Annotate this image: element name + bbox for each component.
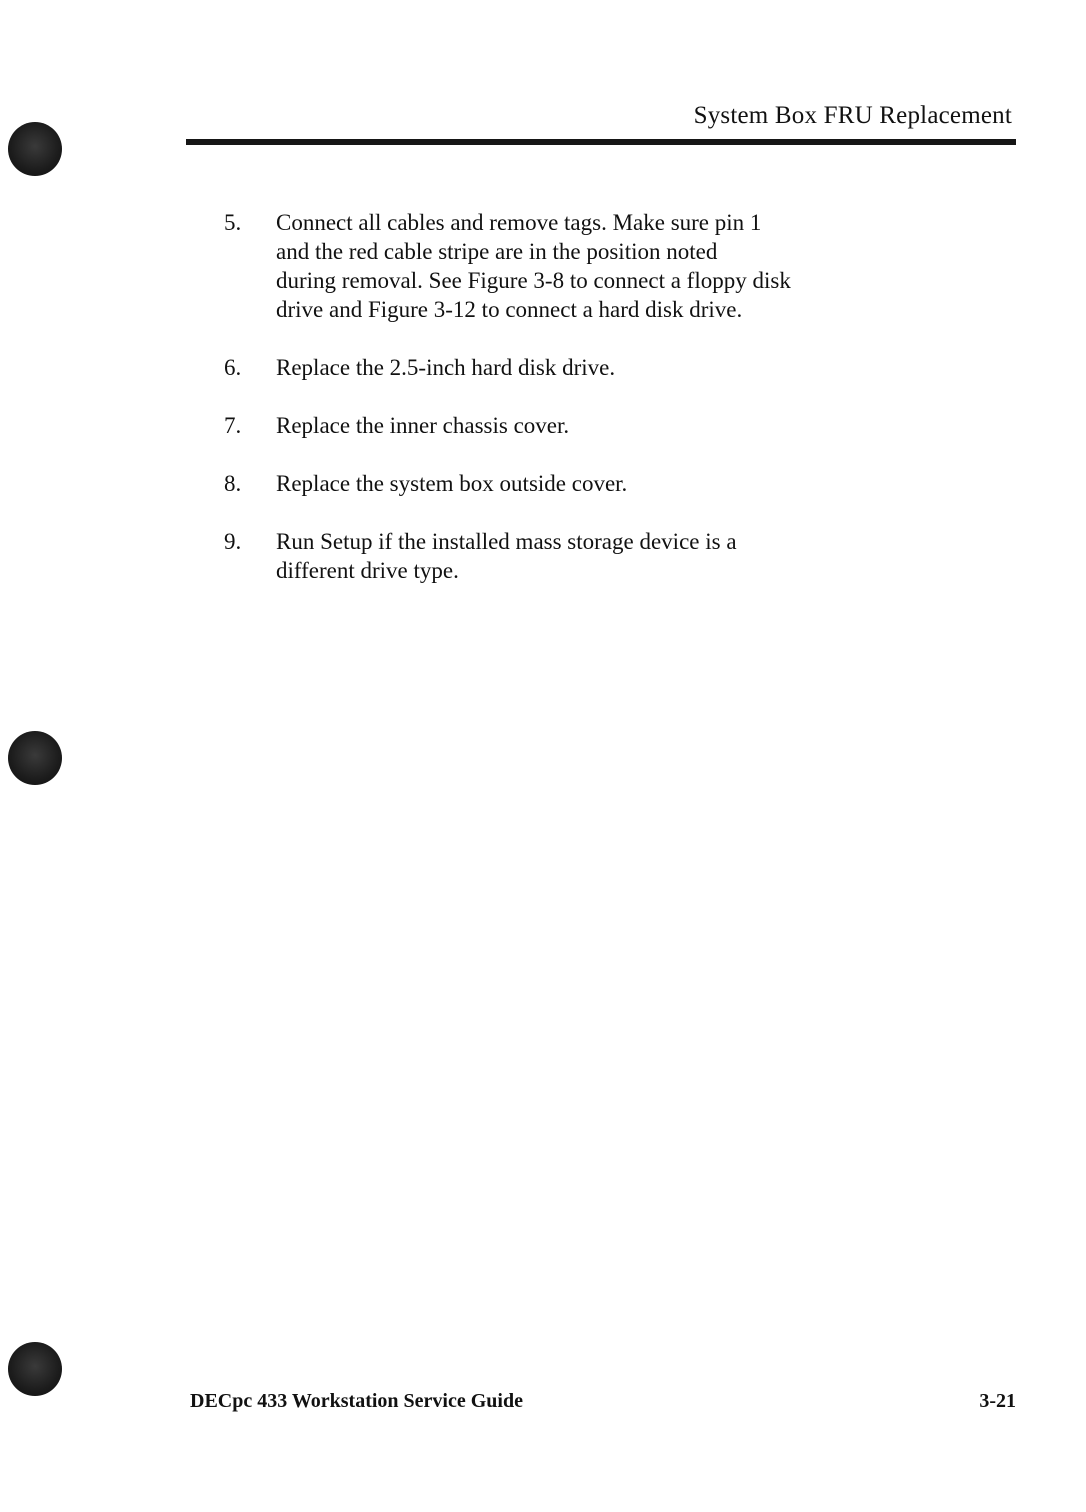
procedure-steps [224, 208, 884, 614]
step-item [224, 208, 884, 324]
step-text: Replace the system box outside cover. [276, 471, 628, 496]
step-number: 8. [224, 471, 242, 496]
step-number: 5. [224, 210, 242, 235]
punch-hole [8, 122, 62, 176]
step-text: Connect all cables and remove tags. Make sure pin 1 and the red cable stripe are in the position noted during removal. See Figure 3-8 to connect a floppy disk drive and Figure 3-12 to connect a hard disk drive. [276, 210, 791, 322]
step-text: Replace the inner chassis cover. [276, 413, 570, 438]
step-item [224, 527, 884, 585]
step-text: Run Setup if the installed mass storage device is a different drive type. [276, 529, 737, 583]
step-number: 6. [224, 355, 242, 380]
step-number: 9. [224, 529, 242, 554]
punch-hole [8, 1342, 62, 1396]
footer-page-number: 3-21 [979, 1390, 1016, 1412]
step-item [224, 411, 884, 440]
step-number: 7. [224, 413, 242, 438]
header-rule [186, 139, 1016, 145]
footer-document-title: DECpc 433 Workstation Service Guide [190, 1390, 523, 1412]
step-item [224, 353, 884, 382]
step-item [224, 469, 884, 498]
punch-hole [8, 731, 62, 785]
page-header-title: System Box FRU Replacement [693, 102, 1012, 129]
step-text: Replace the 2.5-inch hard disk drive. [276, 355, 616, 380]
